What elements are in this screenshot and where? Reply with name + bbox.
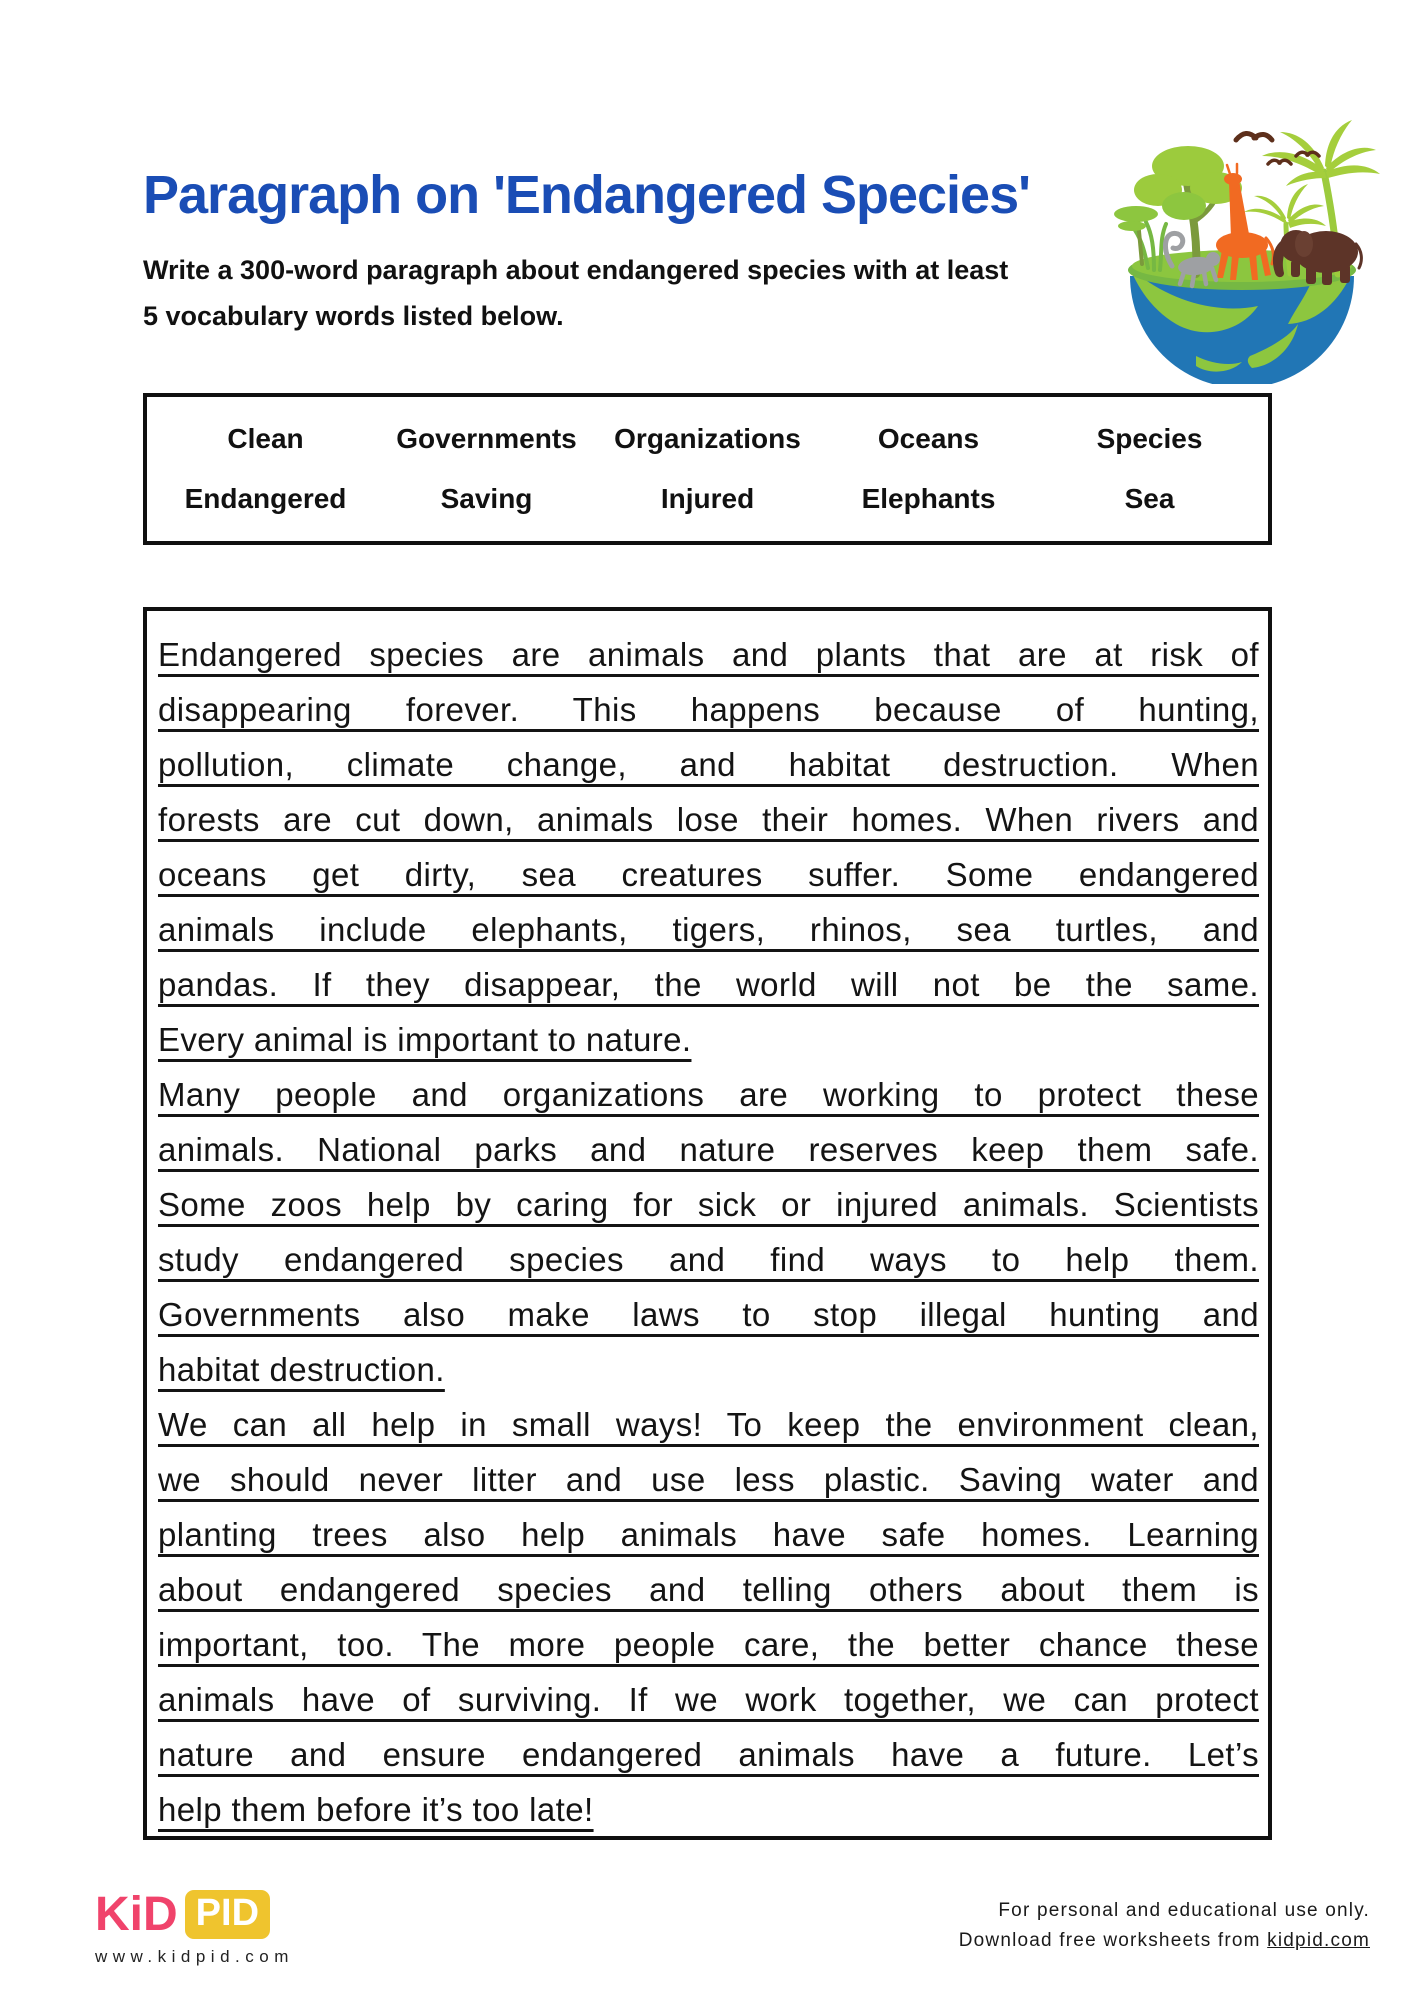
vocab-word-governments: Governments [396,423,577,454]
essay-line: animals include elephants, tigers, rhinos, sea turtles, and [158,911,1259,948]
essay-line: Governments also make laws to stop illegal hunting and [158,1296,1259,1333]
essay-line: pandas. If they disappear, the world will not be the same. [158,966,1259,1003]
vocab-word-clean: Clean [227,423,304,454]
essay-line: planting trees also help animals have safe homes. Learning [158,1516,1259,1553]
footer-left [95,1887,294,1967]
essay-line: study endangered species and find ways to help them. [158,1241,1259,1278]
essay-line: animals have of surviving. If we work together, we can protect [158,1681,1259,1718]
essay-line: Every animal is important to nature. [158,1021,692,1058]
essay-line: We can all help in small ways! To keep the environment clean, [158,1406,1259,1443]
kidpid-logo-kid: KiD [95,1887,178,1941]
essay-line: help them before it’s too late! [158,1791,594,1828]
instructions-text [143,247,1008,339]
vocab-word-oceans: Oceans [877,423,980,454]
instructions-line-1: Write a 300-word paragraph about endangered species with at least [143,255,1009,285]
usage-note-line-1: For personal and educational use only. [998,1900,1370,1921]
instructions-line-2: 5 vocabulary words listed below. [143,301,564,331]
essay-line: Endangered species are animals and plants that are at risk of [158,636,1259,673]
endangered-species-illustration [1100,118,1400,384]
essay-line: forests are cut down, animals lose their homes. When rivers and [158,801,1259,838]
essay-line: important, too. The more people care, the better chance these [158,1626,1259,1663]
vocab-word-species: Species [1096,423,1203,454]
kidpid-website-text: www.kidpid.com [95,1947,294,1966]
essay-line: pollution, climate change, and habitat destruction. When [158,746,1259,783]
essay-line: Many people and organizations are working to protect these [158,1076,1259,1113]
essay-line: habitat destruction. [158,1351,445,1388]
essay-box [143,607,1272,1840]
essay-line: animals. National parks and nature reserves keep them safe. [158,1131,1259,1168]
usage-note-line-2 [959,1926,1370,1956]
kidpid-logo [95,1887,294,1941]
page-title: Paragraph on 'Endangered Species' [143,165,1030,225]
usage-note-line-2-prefix: Download free worksheets from [958,1930,1268,1951]
vocab-word-organizations: Organizations [614,423,801,454]
kidpid-link[interactable]: kidpid.com [1267,1930,1370,1951]
vocab-word-saving: Saving [440,483,533,514]
essay-line: oceans get dirty, sea creatures suffer. Some endangered [158,856,1259,893]
essay-line: Some zoos help by caring for sick or injured animals. Scientists [158,1186,1259,1223]
essay-line: nature and ensure endangered animals have a future. Let’s [158,1736,1259,1773]
essay-line: disappearing forever. This happens because of hunting, [158,691,1259,728]
footer-usage-note [959,1896,1370,1956]
vocab-word-injured: Injured [660,483,755,514]
vocab-word-sea: Sea [1124,483,1175,514]
vocab-word-elephants: Elephants [861,483,996,514]
essay-line: we should never litter and use less plastic. Saving water and [158,1461,1259,1498]
kidpid-logo-pid: PID [185,1890,270,1939]
vocabulary-box [143,393,1272,545]
vocab-word-endangered: Endangered [184,483,347,514]
essay-line: about endangered species and telling others about them is [158,1571,1259,1608]
